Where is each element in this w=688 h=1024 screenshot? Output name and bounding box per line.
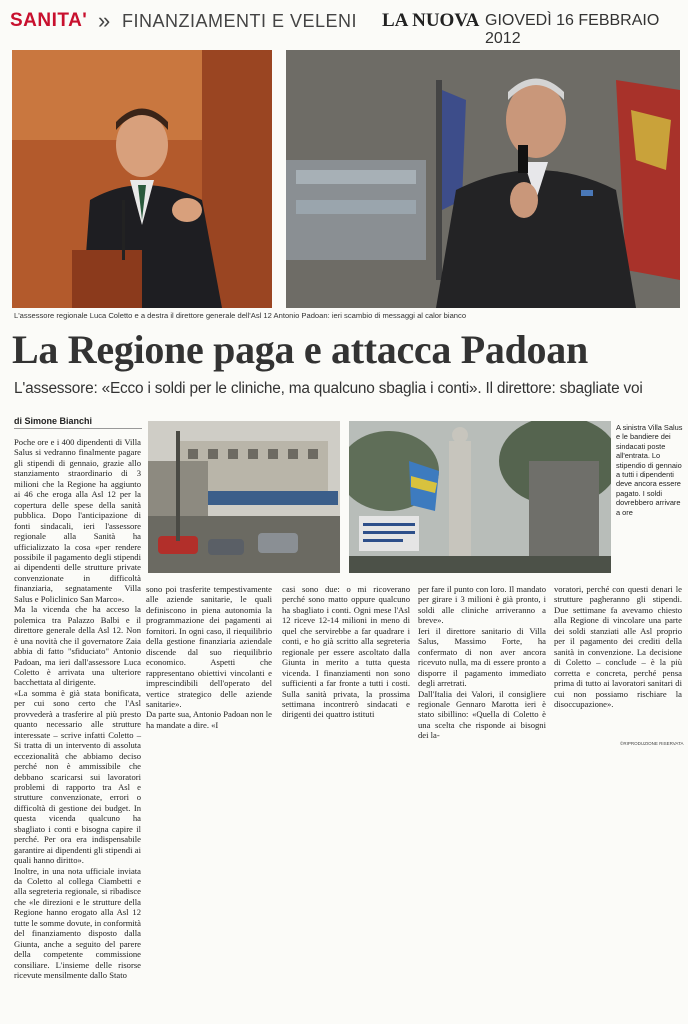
article-column-3 [282, 584, 410, 720]
article-column-5 [554, 584, 682, 709]
paragraph: Ieri il direttore sanitario di Villa Salus, Massimo Forte, ha confermato di non aver ancora ricevuto nulla, ma di essere pronto a disporre il pagamento immediato degli arretrati. [418, 625, 546, 689]
kicker-label: FINANZIAMENTI E VELENI [122, 11, 358, 31]
photo-caption: L'assessore regionale Luca Coletto e a destra il direttore generale dell'Asl 12 Antonio Padoan: ieri scambio di messaggi al calor bianco [14, 311, 467, 320]
paragraph: Ma la vicenda che ha acceso la polemica tra Palazzo Balbi e il direttore generale della Asl 12. Non è una novità che il governatore Zaia abbia di fatto "sfiduciato" Antonio Padoan, ma ieri dall'assessore Luca Coletto è arrivata una ulteriore bacchettata al dirigente. [14, 604, 141, 688]
paragraph: «La somma è già stata bonificata, per cui sono certo che l'Asl provvederà a trasferire al più presto quanto necessario alle strutture interessate – scrive infatti Coletto – Si tratta di un intervento di assoluta eccezionalità che abbiamo deciso perché non è ammissibile che debbano scaricarsi sui lavoratori problemi di rapporto tra Asl e strutture convenzionate, errori o difficoltà di gestione dei budget. In questa vicenda qualcuno ha sbagliato i conti e bisogna capire il perché. Per ora era indispensabile garantire ai dipendenti gli stipendi ai quali hanno diritto». [14, 687, 141, 866]
section-label: SANITA' [10, 10, 88, 31]
photo-assessore [12, 50, 272, 308]
byline: di Simone Bianchi [14, 416, 142, 429]
article-column-1 [14, 437, 141, 981]
paragraph: per fare il punto con loro. Il mandato per girare i 3 milioni è già pronto, i soldi alle cliniche arriveranno a breve». [418, 584, 546, 626]
article-column-2 [146, 584, 272, 730]
article-subheadline: L'assessore: «Ecco i soldi per le cliniche, ma qualcuno sbaglia i conti». Il direttore: sbagliate voi [14, 380, 643, 397]
side-caption: A sinistra Villa Salus e le bandiere dei sindacati poste all'entrata. Lo stipendio di gennaio a tutti i dipendenti deve ancora essere pagato. I soldi dovrebbero arrivare a ore [616, 423, 683, 517]
issue-date: GIOVEDÌ 16 FEBBRAIO 2012 [485, 12, 660, 47]
photo-direttore [286, 50, 680, 308]
reproduction-notice: ©RIPRODUZIONE RISERVATA [620, 741, 684, 746]
paragraph: casi sono due: o mi ricoverano perché sono matto oppure qualcuno ha sbagliato i conti. Ogni mese l'Asl 12 riceve 12-14 milioni in meno di quel che servirebbe a far quadrare i conti, e ho già scritto alla segreteria regionale per essere ascoltato dalla Giunta in merito a tutta questa vicenda. I finanziamenti non sono sufficienti a far fronte a tutti i costi. Sulla sanità privata, la prossima settimana incontrerò sindacati e dirigenti dei quattro istituti [282, 584, 410, 720]
paragraph: Poche ore e i 400 dipendenti di Villa Salus si vedranno finalmente pagare gli stipendi di gennaio, grazie allo stanziamento straordinario di 3 milioni che la Regione ha aggiunto ai 46 che eroga alla Asl 12 per la copertura delle spese della sanità pubblica. Dopo l'anticipazione di fonti sindacali, ieri l'assessore regionale alla Sanità ha ufficializzato la cosa «per rendere possibile il pagamento degli stipendi ai dipendenti delle strutture private convenzionate in difficoltà finanziaria, segnatamente Villa Salus e Policlinico San Marco». [14, 437, 141, 604]
photo-villa-salus [148, 421, 340, 573]
paragraph: Dall'Italia dei Valori, il consigliere regionale Gennaro Marotta ieri è stato sibillino: «Quella di Coletto è una scelta che risponde ai bisogni dei la- [418, 688, 546, 741]
photo-ingresso [349, 421, 611, 573]
article-headline: La Regione paga e attacca Padoan [12, 327, 588, 372]
page-header [10, 6, 680, 47]
chevron-icon: » [98, 8, 111, 33]
paragraph: voratori, perché con questi denari le strutture pagheranno gli stipendi. Due settimane fa avevamo chiesto alla Regione di vincolare una parte dei soldi stanziati alle Asl proprio per il pagamento dei crediti della sanità in convenzione. La decisione di Coletto – conclude – è la più corretta e concreta, perché pensa prima di tutto ai lavoratori sanitari di cui non possiamo rischiare la disoccupazione». [554, 584, 682, 709]
paragraph: Inoltre, in una nota ufficiale inviata da Coletto al collega Ciambetti e alla segreteria regionale, si ribadisce che «le direzioni e le strutture della Regione hanno erogato alla Asl 12 tutte le somme dovute, in conformità del finanziamento disposto dalla Giunta, anche a seguito del parere della competente commissione consiliare. L'insieme delle risorse ricevute mensilmente dallo Stato [14, 865, 141, 981]
paragraph: Da parte sua, Antonio Padoan non le ha mandate a dire. «I [146, 709, 272, 730]
article-column-4 [418, 584, 546, 741]
paragraph: sono poi trasferite tempestivamente alle aziende sanitarie, le quali definiscono in piena autonomia la programmazione dei pagamenti ai fornitori. In ogni caso, il riequilibrio della gestione finanziaria aziendale discende dal suo riequilibrio economico. Aspetti che rappresentano obiettivi vincolanti e imprescindibili dell'operato del vertice strategico delle aziende sanitarie». [146, 584, 272, 709]
newspaper-name: LA NUOVA [382, 10, 480, 31]
